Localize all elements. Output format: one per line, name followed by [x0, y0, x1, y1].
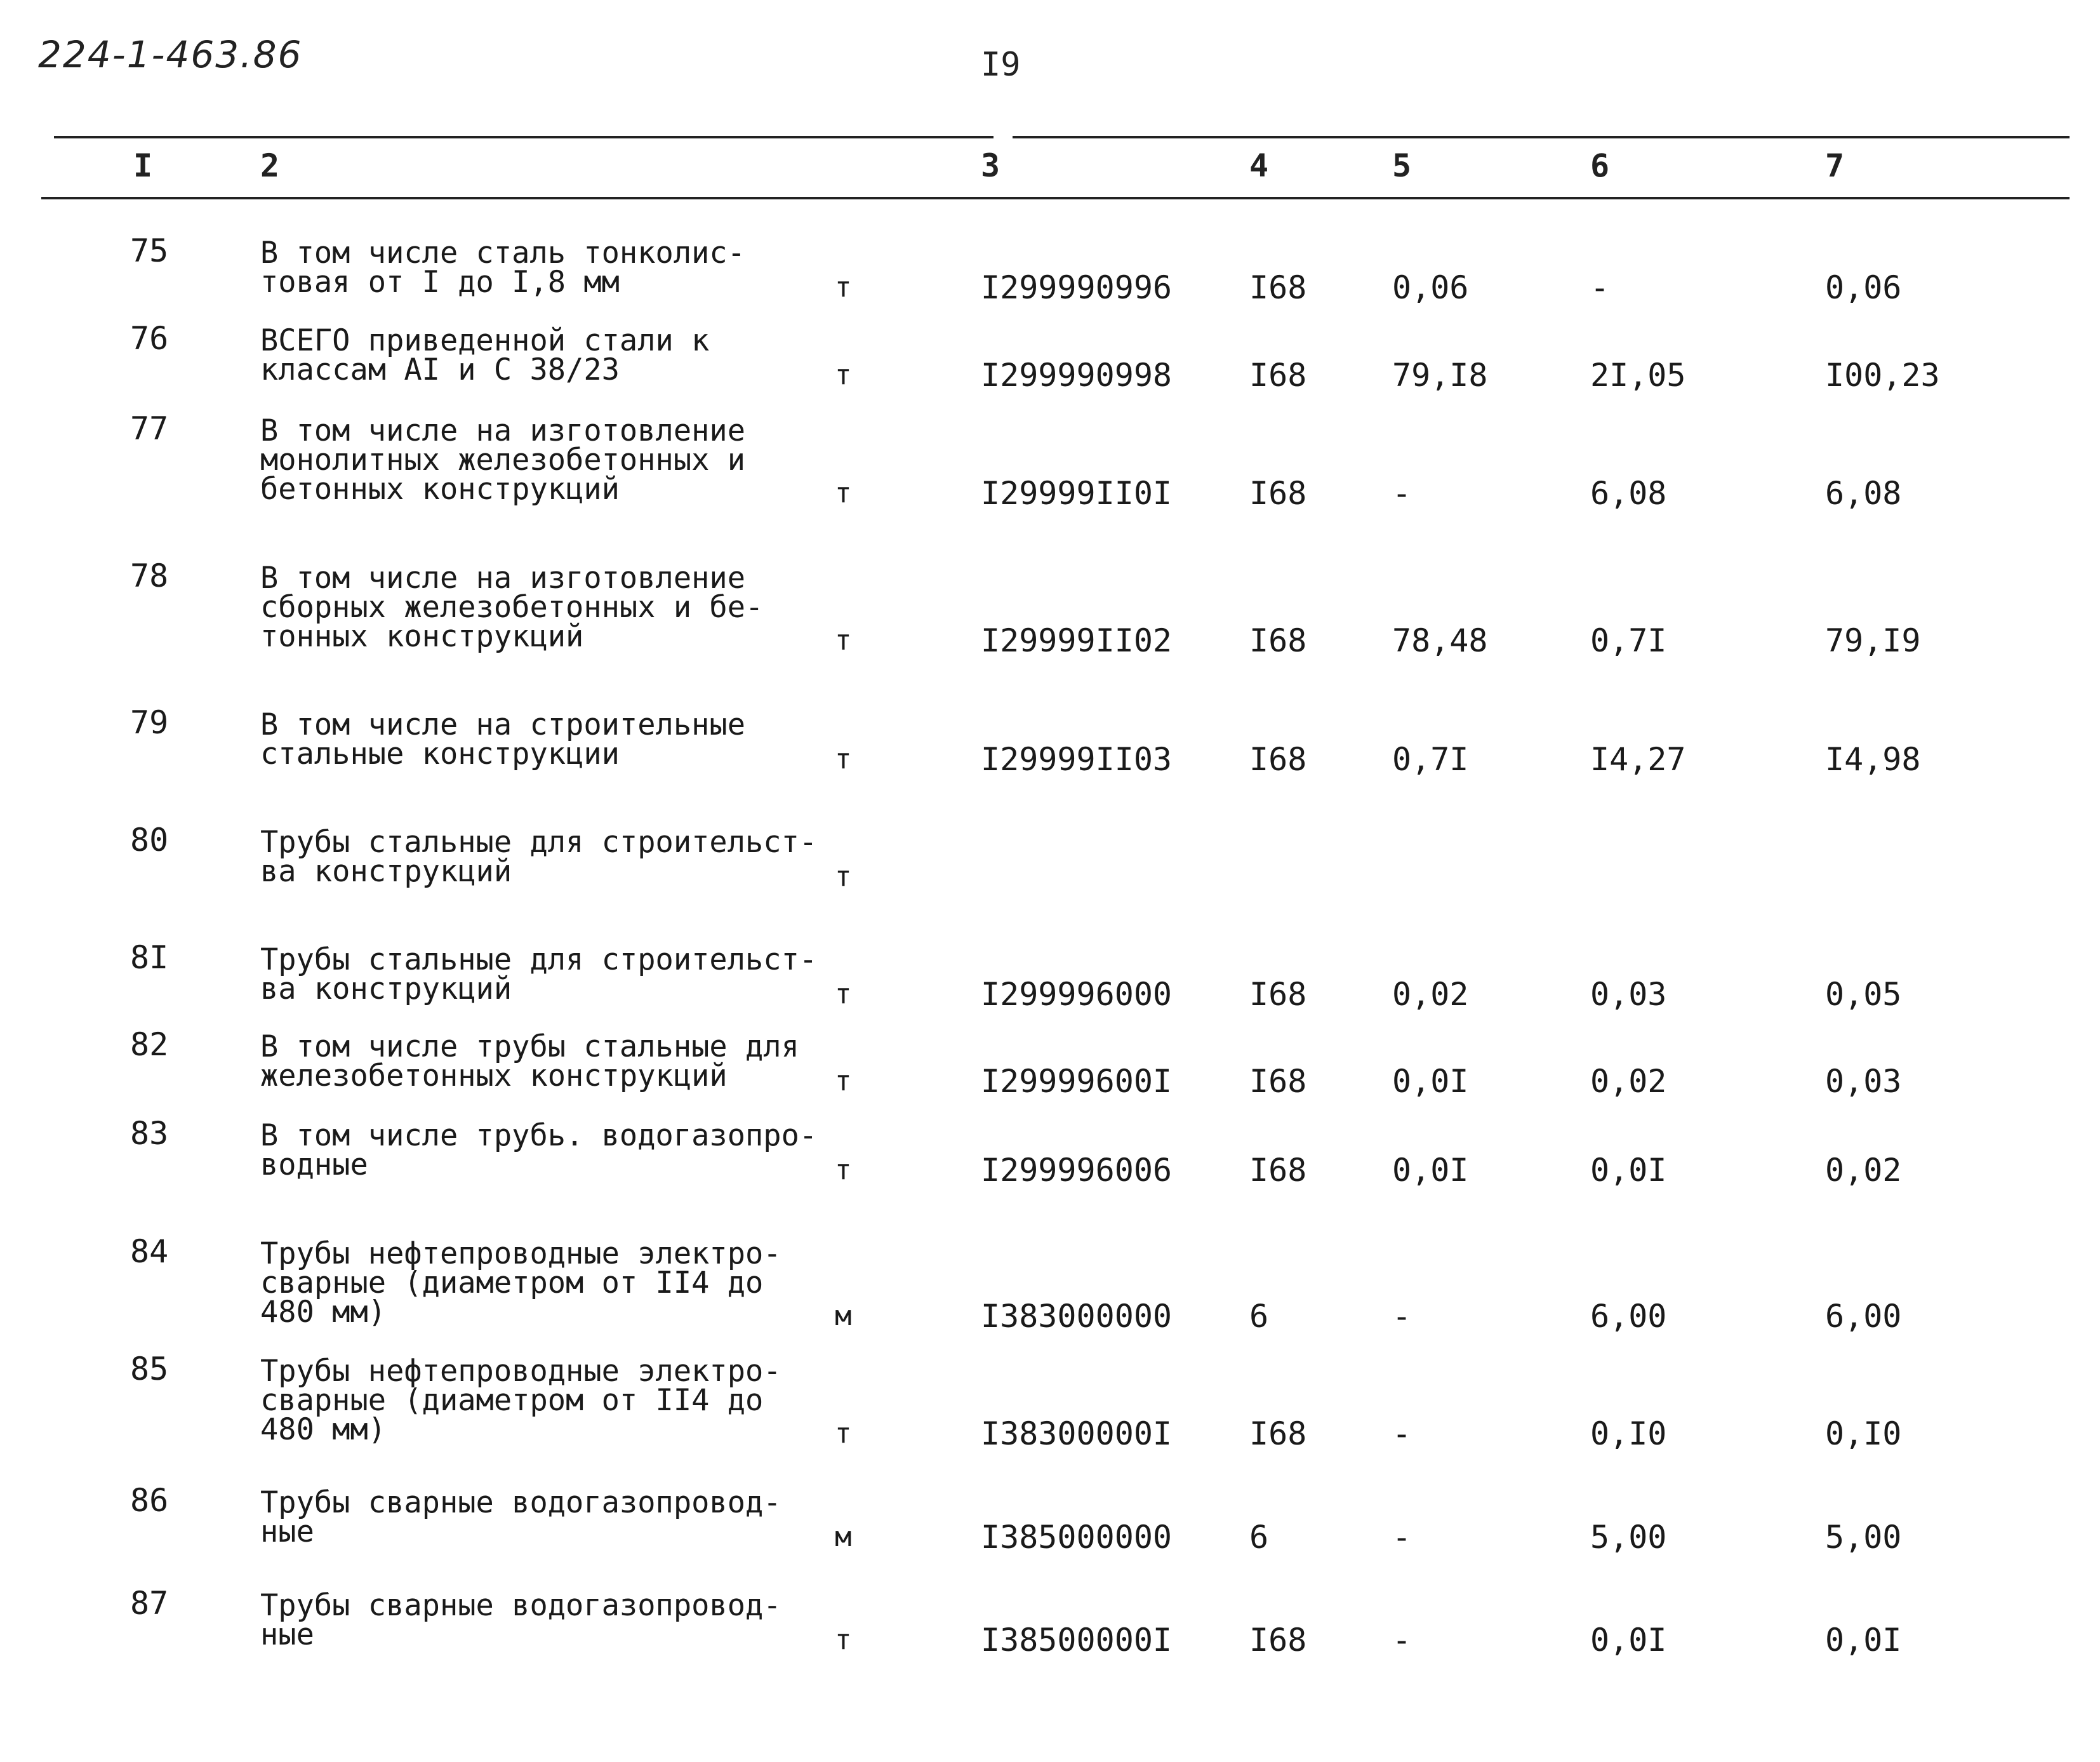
row-number: 84 [130, 1233, 169, 1270]
top-rule-right [1013, 136, 2070, 138]
row-number: 85 [130, 1351, 169, 1387]
column-6-value: 0,02 [1590, 1063, 1667, 1100]
column-7-value: 6,00 [1825, 1298, 1902, 1335]
unit: т [835, 743, 852, 775]
table-row [0, 320, 2100, 394]
item-name: В том числе на изготовление монолитных железобетонных и бетонных конструкций [260, 413, 746, 507]
item-name: Трубы сварные водогазопровод- ные [260, 1588, 781, 1652]
table-row [0, 557, 2100, 659]
column-7-value: 0,I0 [1825, 1415, 1902, 1452]
item-name: Трубы сварные водогазопровод- ные [260, 1485, 781, 1549]
table-row [0, 1351, 2100, 1452]
column-7-value: 5,00 [1825, 1519, 1902, 1556]
column-7-value: 79,I9 [1825, 622, 1921, 659]
item-code: I29999II02 [981, 622, 1173, 659]
column-5-value: - [1392, 475, 1412, 512]
top-rule-left [54, 136, 994, 138]
column-header-1: I [133, 147, 153, 184]
column-7-value: 0,0I [1825, 1622, 1902, 1659]
column-7-value: 0,03 [1825, 1063, 1902, 1100]
table-row [0, 1026, 2100, 1100]
unit: т [835, 359, 852, 391]
unit: т [835, 624, 852, 657]
column-6-value: 0,I0 [1590, 1415, 1667, 1452]
table-row [0, 232, 2100, 306]
column-7-value: 0,05 [1825, 976, 1902, 1013]
column-4-value: I68 [1249, 1415, 1307, 1452]
column-4-value: I68 [1249, 622, 1307, 659]
unit: т [835, 477, 852, 509]
column-6-value: I4,27 [1590, 741, 1686, 778]
column-4-value: I68 [1249, 741, 1307, 778]
item-name: В том числе на строительные стальные конструкции [260, 707, 746, 771]
column-4-value: 6 [1249, 1298, 1269, 1335]
column-7-value: 0,06 [1825, 269, 1902, 306]
column-6-value: 6,08 [1590, 475, 1667, 512]
item-name: В том числе сталь тонколис- товая от I до I,8 мм [260, 236, 746, 300]
column-5-value: 0,0I [1392, 1152, 1469, 1189]
item-code: I299990998 [981, 357, 1173, 394]
column-4-value: I68 [1249, 1063, 1307, 1100]
document-code: 224-1-463.86 [38, 33, 303, 76]
item-code: I385000000 [981, 1519, 1173, 1556]
column-5-value: - [1392, 1298, 1412, 1335]
table-row [0, 1482, 2100, 1556]
unit: т [835, 1624, 852, 1656]
header-rule [41, 197, 2070, 199]
column-6-value: 6,00 [1590, 1298, 1667, 1335]
item-name: В том числе трубы стальные для железобетонных конструкций [260, 1029, 799, 1093]
column-4-value: I68 [1249, 269, 1307, 306]
column-5-value: - [1392, 1622, 1412, 1659]
item-name: Трубы стальные для строительст- ва конструкций [260, 825, 818, 889]
column-header-4: 4 [1249, 147, 1269, 184]
column-5-value: 0,7I [1392, 741, 1469, 778]
column-7-value: 6,08 [1825, 475, 1902, 512]
unit: т [835, 1154, 852, 1186]
column-header-3: 3 [981, 147, 1000, 184]
column-4-value: I68 [1249, 475, 1307, 512]
row-number: 75 [130, 232, 169, 269]
item-code: I383000000 [981, 1298, 1173, 1335]
unit: т [835, 860, 852, 893]
column-4-value: I68 [1249, 1622, 1307, 1659]
item-name: Трубы стальные для строительст- ва конструкций [260, 942, 818, 1006]
item-code: I29999II0I [981, 475, 1173, 512]
table-row [0, 1233, 2100, 1335]
column-5-value: 0,0I [1392, 1063, 1469, 1100]
item-code: I299996000 [981, 976, 1173, 1013]
item-code: I29999II03 [981, 741, 1173, 778]
row-number: 80 [130, 822, 169, 858]
column-6-value: 0,0I [1590, 1152, 1667, 1189]
unit: т [835, 978, 852, 1010]
table-row [0, 939, 2100, 1013]
item-code: I299996006 [981, 1152, 1173, 1189]
column-7-value: 0,02 [1825, 1152, 1902, 1189]
item-name: Трубы нефтепроводные электро- сварные (диаметром от II4 до 480 мм) [260, 1354, 781, 1447]
column-5-value: - [1392, 1519, 1412, 1556]
unit: м [835, 1521, 852, 1553]
row-number: 87 [130, 1585, 169, 1622]
column-header-5: 5 [1392, 147, 1412, 184]
unit: т [835, 1417, 852, 1450]
unit: т [835, 271, 852, 304]
table-row [0, 410, 2100, 512]
page-number: I9 [981, 46, 1021, 84]
column-4-value: I68 [1249, 976, 1307, 1013]
column-header-2: 2 [260, 147, 280, 184]
item-code: I29999600I [981, 1063, 1173, 1100]
row-number: 8I [130, 939, 169, 976]
item-code: I38500000I [981, 1622, 1173, 1659]
column-7-value: I00,23 [1825, 357, 1940, 394]
unit: т [835, 1065, 852, 1097]
table-row [0, 822, 2100, 893]
column-6-value: - [1590, 269, 1610, 306]
column-4-value: I68 [1249, 1152, 1307, 1189]
item-name: Трубы нефтепроводные электро- сварные (диаметром от II4 до 480 мм) [260, 1236, 781, 1330]
column-header-6: 6 [1590, 147, 1610, 184]
unit: м [835, 1300, 852, 1332]
column-5-value: 78,48 [1392, 622, 1488, 659]
row-number: 77 [130, 410, 169, 447]
column-6-value: 2I,05 [1590, 357, 1686, 394]
column-5-value: 0,06 [1392, 269, 1469, 306]
column-4-value: 6 [1249, 1519, 1269, 1556]
item-code: I299990996 [981, 269, 1173, 306]
column-4-value: I68 [1249, 357, 1307, 394]
item-name: В том числе на изготовление сборных железобетонных и бе- тонных конструкций [260, 561, 764, 654]
column-6-value: 0,0I [1590, 1622, 1667, 1659]
table-row [0, 1585, 2100, 1659]
row-number: 83 [130, 1115, 169, 1152]
table-row [0, 1115, 2100, 1189]
row-number: 79 [130, 704, 169, 741]
item-name: В том числе трубь. водогазопро- водные [260, 1118, 818, 1182]
table-row [0, 704, 2100, 778]
row-number: 86 [130, 1482, 169, 1519]
column-5-value: 79,I8 [1392, 357, 1488, 394]
item-name: ВСЕГО приведенной стали к классам AI и С 38/23 [260, 323, 710, 387]
column-header-7: 7 [1825, 147, 1845, 184]
item-code: I38300000I [981, 1415, 1173, 1452]
row-number: 82 [130, 1026, 169, 1063]
row-number: 78 [130, 557, 169, 594]
column-6-value: 0,7I [1590, 622, 1667, 659]
column-6-value: 5,00 [1590, 1519, 1667, 1556]
column-5-value: 0,02 [1392, 976, 1469, 1013]
column-6-value: 0,03 [1590, 976, 1667, 1013]
column-5-value: - [1392, 1415, 1412, 1452]
row-number: 76 [130, 320, 169, 357]
column-7-value: I4,98 [1825, 741, 1921, 778]
